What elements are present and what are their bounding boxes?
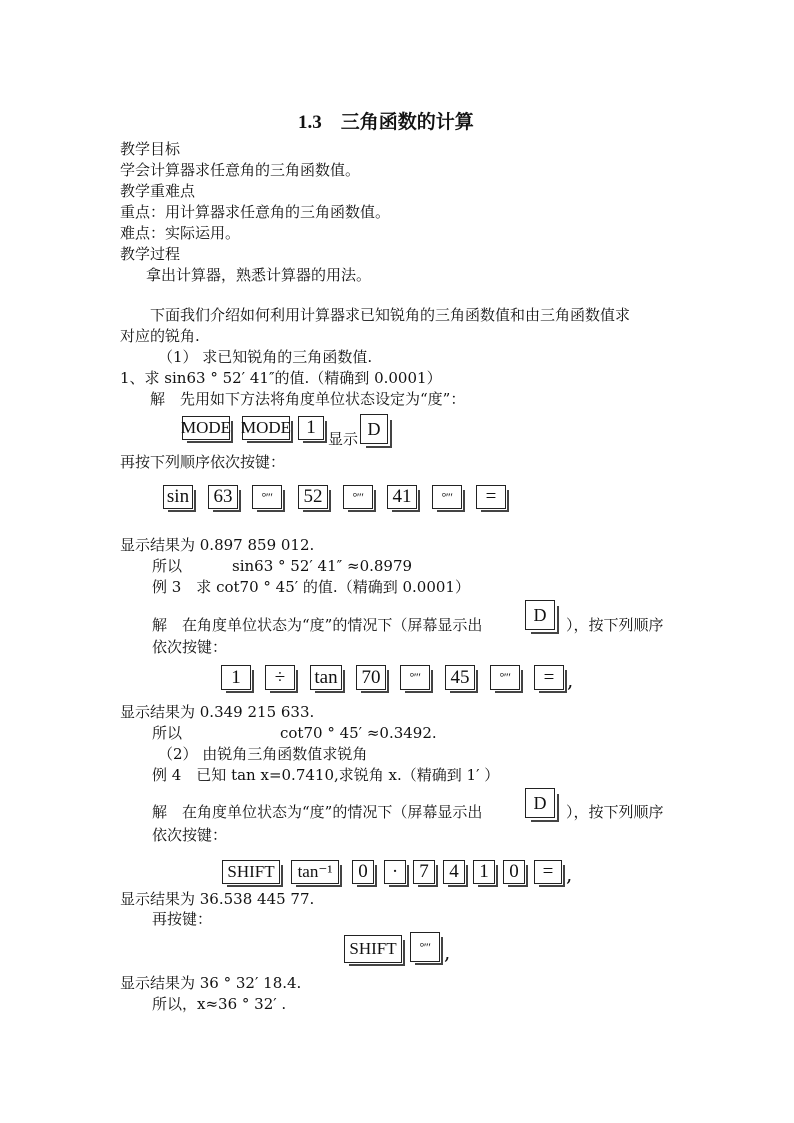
comma: ,: [566, 862, 573, 886]
divide-key: ÷: [265, 665, 295, 690]
example4-solution-c: 依次按键：: [152, 826, 228, 844]
heading-process: 教学过程: [120, 245, 181, 263]
display-degree-indicator: D: [525, 788, 555, 818]
equals-key: =: [534, 665, 564, 690]
digit-key: 0: [503, 860, 525, 884]
page-title: 1.3 三角函数的计算: [298, 112, 474, 133]
result4-text: 显示结果为 36 ° 32′ 18.4.: [120, 974, 302, 992]
press-sequence-text: 再按下列顺序依次按键：: [120, 453, 286, 471]
so2-value: cot70 ° 45′ ≈0.3492.: [280, 724, 437, 742]
mode-key: MODE: [242, 416, 290, 440]
digit-key: 0: [352, 860, 374, 884]
result3-text: 显示结果为 36.538 445 77.: [120, 890, 315, 908]
digit-key: 1: [221, 665, 251, 690]
so1-value: sin63 ° 52′ 41″ ≈0.8979: [232, 557, 413, 575]
digit-key: 63: [208, 485, 238, 509]
equals-key: =: [476, 485, 506, 509]
example4-solution-b: ），按下列顺序: [566, 803, 664, 821]
digit-key: 4: [443, 860, 465, 884]
result2-text: 显示结果为 0.349 215 633.: [120, 703, 315, 721]
so1-label: 所以: [152, 557, 183, 575]
digit-key: 41: [387, 485, 417, 509]
dms-key: °′″: [252, 485, 282, 509]
key-point-text: 重点：用计算器求任意角的三角函数值。: [120, 203, 391, 221]
heading-key-difficult: 教学重难点: [120, 182, 196, 200]
example1-question: 1、求 sin63 ° 52′ 41″的值.（精确到 0.0001）: [120, 369, 442, 387]
digit-key: 45: [445, 665, 475, 690]
dms-key: °′″: [400, 665, 430, 690]
example3-solution-a: 解 在角度单位状态为“度”的情况下（屏幕显示出: [152, 616, 483, 634]
tan-key: tan: [310, 665, 342, 690]
display-degree-indicator: D: [360, 414, 388, 444]
digit-key: 1: [473, 860, 495, 884]
paragraph-line-1: 下面我们介绍如何利用计算器求已知锐角的三角函数值和由三角函数值求: [150, 306, 631, 324]
equals-key: =: [534, 860, 562, 884]
final-answer: 所以，x≈36 ° 32′ .: [152, 995, 287, 1013]
example3-solution-b: ），按下列顺序: [566, 616, 664, 634]
example3-solution-c: 依次按键：: [152, 638, 228, 656]
display-degree-indicator: D: [525, 600, 555, 630]
arctan-key: tan⁻¹: [291, 860, 339, 884]
example3-question: 例 3 求 cot70 ° 45′ 的值.（精确到 0.0001）: [152, 578, 470, 596]
result1-text: 显示结果为 0.897 859 012.: [120, 536, 315, 554]
example1-solution: 解 先用如下方法将角度单位状态设定为“度”：: [150, 390, 466, 408]
difficult-point-text: 难点：实际运用。: [120, 224, 241, 242]
example4-question: 例 4 已知 tan x=0.7410,求锐角 x.（精确到 1′ ）: [152, 766, 500, 784]
digit-key: 70: [356, 665, 386, 690]
example4-solution-a: 解 在角度单位状态为“度”的情况下（屏幕显示出: [152, 803, 483, 821]
dms-key: °′″: [432, 485, 462, 509]
shift-key: SHIFT: [344, 935, 402, 963]
digit-key: 1: [298, 416, 324, 440]
objective-text: 学会计算器求任意角的三角函数值。: [120, 161, 361, 179]
intro-text: 拿出计算器，熟悉计算器的用法。: [146, 266, 372, 284]
so2-label: 所以: [152, 724, 183, 742]
digit-key: 52: [298, 485, 328, 509]
sin-key: sin: [163, 485, 193, 509]
dms-key: °′″: [343, 485, 373, 509]
press-again-text: 再按键：: [152, 910, 213, 928]
part2-heading: （2） 由锐角三角函数值求锐角: [158, 745, 368, 763]
heading-objectives: 教学目标: [120, 140, 181, 158]
part1-heading: （1） 求已知锐角的三角函数值.: [158, 348, 373, 366]
mode-key: MODE: [182, 416, 230, 440]
dms-key: °′″: [410, 932, 440, 962]
shift-key: SHIFT: [222, 860, 280, 884]
paragraph-line-2: 对应的锐角.: [120, 327, 200, 345]
comma: ,: [567, 668, 574, 692]
comma: ,: [444, 940, 451, 964]
dms-key: °′″: [490, 665, 520, 690]
decimal-point-key: ·: [384, 860, 406, 884]
display-label: 显示: [328, 430, 359, 448]
digit-key: 7: [413, 860, 435, 884]
